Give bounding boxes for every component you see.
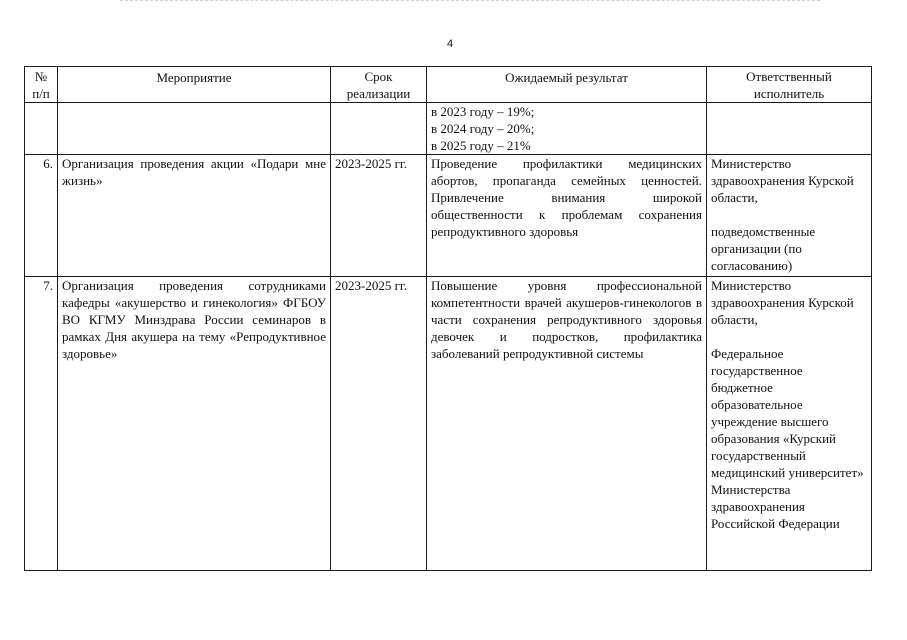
header-responsible: Ответственный исполнитель bbox=[707, 67, 872, 103]
activities-table bbox=[24, 66, 872, 571]
page-number: 4 bbox=[447, 38, 454, 50]
responsible-secondary: Федеральное государственное бюджетное образовательное учреждение высшего образования «Курский государственный медицинский университет» Министерства здравоохранения Российской Федерации bbox=[711, 346, 864, 531]
table-row bbox=[25, 277, 872, 571]
result-line-2023: в 2023 году – 19%; bbox=[431, 104, 535, 119]
row-responsible bbox=[707, 155, 872, 277]
row-result: Повышение уровня профессиональной компетентности врачей акушеров-гинекологов в части сохранения репродуктивного здоровья девочек и подростков, профилактика заболеваний репродуктивной системы bbox=[427, 277, 707, 571]
row-term: 2023-2025 гг. bbox=[331, 277, 427, 571]
header-event: Мероприятие bbox=[58, 67, 331, 103]
scan-artifact-line bbox=[120, 0, 820, 3]
result-line-2025: в 2025 году – 21% bbox=[431, 138, 531, 153]
row-term: 2023-2025 гг. bbox=[331, 155, 427, 277]
cont-number-cell bbox=[25, 103, 58, 155]
result-line-2024: в 2024 году – 20%; bbox=[431, 121, 535, 136]
row-event: Организация проведения акции «Подари мне жизнь» bbox=[58, 155, 331, 277]
row-number: 6. bbox=[25, 155, 58, 277]
cont-result-cell bbox=[427, 103, 707, 155]
row-number: 7. bbox=[25, 277, 58, 571]
header-term: Срок реализации bbox=[331, 67, 427, 103]
table-header-row bbox=[25, 67, 872, 103]
table-row bbox=[25, 155, 872, 277]
row-responsible bbox=[707, 277, 872, 571]
responsible-primary: Министерство здравоохранения Курской области, bbox=[711, 156, 854, 205]
responsible-secondary: подведомственные организации (по согласованию) bbox=[711, 224, 816, 273]
cont-responsible-cell bbox=[707, 103, 872, 155]
cont-event-cell bbox=[58, 103, 331, 155]
row-event: Организация проведения сотрудниками кафедры «акушерство и гинекология» ФГБОУ ВО КГМУ Минздрава России семинаров в рамках Дня акушера на тему «Репродуктивное здоровье» bbox=[58, 277, 331, 571]
cont-term-cell bbox=[331, 103, 427, 155]
row-result: Проведение профилактики медицинских абортов, пропаганда семейных ценностей. Привлечение внимания широкой общественности к проблемам сохранения репродуктивного здоровья bbox=[427, 155, 707, 277]
table-row-continued bbox=[25, 103, 872, 155]
header-number: № п/п bbox=[25, 67, 58, 103]
responsible-primary: Министерство здравоохранения Курской области, bbox=[711, 278, 854, 327]
header-result: Ожидаемый результат bbox=[427, 67, 707, 103]
